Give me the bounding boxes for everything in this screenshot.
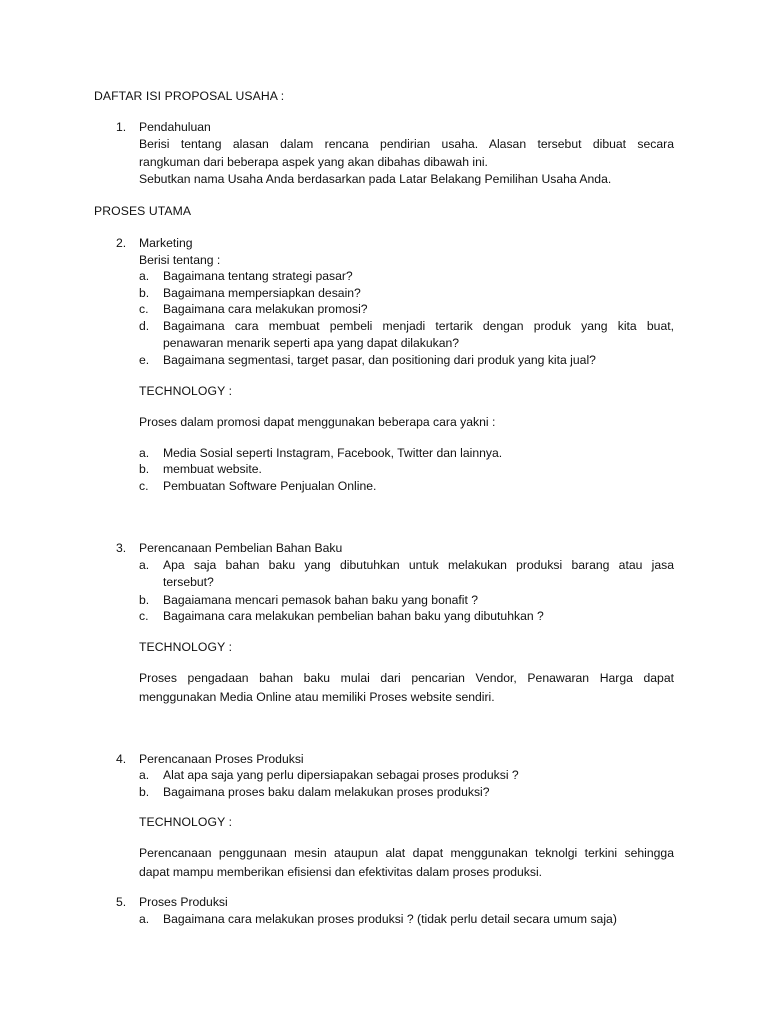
section-intro: Berisi tentang : (139, 253, 221, 267)
technology-intro: Proses dalam promosi dapat menggunakan beberapa cara yakni : (139, 415, 496, 429)
list-letter: b. (139, 462, 150, 476)
list-letter: b. (139, 785, 150, 799)
list-item-continuation: tersebut? (163, 575, 214, 589)
paragraph-line: Proses pengadaan bahan baku mulai dari pencarian Vendor, Penawaran Harga dapat (139, 671, 674, 685)
list-item: Bagaimana cara melakukan proses produksi ? (tidak perlu detail secara umum saja) (163, 912, 617, 926)
section-number: 5. (116, 895, 127, 909)
list-item: membuat website. (163, 462, 262, 476)
paragraph-line: Sebutkan nama Usaha Anda berdasarkan pada Latar Belakang Pemilihan Usaha Anda. (139, 172, 612, 186)
list-item: Bagaimana tentang strategi pasar? (163, 269, 353, 283)
list-item: Bagaimana segmentasi, target pasar, dan positioning dari produk yang kita jual? (163, 353, 596, 367)
section-number: 2. (116, 236, 127, 250)
list-item-continuation: penawaran menarik seperti apa yang dapat dilakukan? (163, 336, 460, 350)
list-letter: a. (139, 269, 150, 283)
list-letter: c. (139, 302, 149, 316)
section-number: 4. (116, 752, 127, 766)
list-item: Alat apa saja yang perlu dipersiapakan sebagai proses produksi ? (163, 768, 519, 782)
section-title-proses-produksi: Proses Produksi (139, 895, 228, 909)
paragraph-line: Berisi tentang alasan dalam rencana pendirian usaha. Alasan tersebut dibuat secara (139, 137, 674, 151)
list-letter: b. (139, 286, 150, 300)
technology-label: TECHNOLOGY : (139, 640, 233, 654)
paragraph-line: rangkuman dari beberapa aspek yang akan dibahas dibawah ini. (139, 155, 488, 169)
technology-label: TECHNOLOGY : (139, 384, 233, 398)
list-item: Apa saja bahan baku yang dibutuhkan untuk melakukan produksi barang atau jasa (163, 558, 674, 572)
section-title-marketing: Marketing (139, 236, 193, 250)
paragraph-line: dapat mampu memberikan efisiensi dan efektivitas dalam proses produksi. (139, 865, 543, 879)
list-letter: d. (139, 319, 150, 333)
list-item: Bagaimana mempersiapkan desain? (163, 286, 361, 300)
document-title: DAFTAR ISI PROPOSAL USAHA : (94, 89, 285, 103)
list-item: Pembuatan Software Penjualan Online. (163, 479, 377, 493)
paragraph-line: Perencanaan penggunaan mesin ataupun alat dapat menggunakan teknolgi terkini sehingga (139, 846, 674, 860)
list-letter: a. (139, 912, 150, 926)
list-item: Media Sosial seperti Instagram, Facebook, Twitter dan lainnya. (163, 446, 503, 460)
list-letter: a. (139, 768, 150, 782)
list-item: Bagaiamana mencari pemasok bahan baku yang bonafit ? (163, 593, 479, 607)
list-letter: a. (139, 558, 150, 572)
list-item: Bagaimana proses baku dalam melakukan proses produksi? (163, 785, 490, 799)
section-number: 3. (116, 541, 127, 555)
list-letter: a. (139, 446, 150, 460)
list-item: Bagaimana cara melakukan pembelian bahan baku yang dibutuhkan ? (163, 609, 544, 623)
list-letter: c. (139, 609, 149, 623)
list-letter: c. (139, 479, 149, 493)
list-item: Bagaimana cara melakukan promosi? (163, 302, 368, 316)
section-title-proses-produksi-plan: Perencanaan Proses Produksi (139, 752, 304, 766)
main-process-heading: PROSES UTAMA (94, 204, 192, 218)
section-title-pendahuluan: Pendahuluan (139, 120, 211, 134)
section-number: 1. (116, 120, 127, 134)
section-title-bahan-baku: Perencanaan Pembelian Bahan Baku (139, 541, 343, 555)
list-item: Bagaimana cara membuat pembeli menjadi tertarik dengan produk yang kita buat, (163, 319, 674, 333)
technology-label: TECHNOLOGY : (139, 815, 233, 829)
list-letter: e. (139, 353, 150, 367)
paragraph-line: menggunakan Media Online atau memiliki Proses website sendiri. (139, 690, 495, 704)
list-letter: b. (139, 593, 150, 607)
